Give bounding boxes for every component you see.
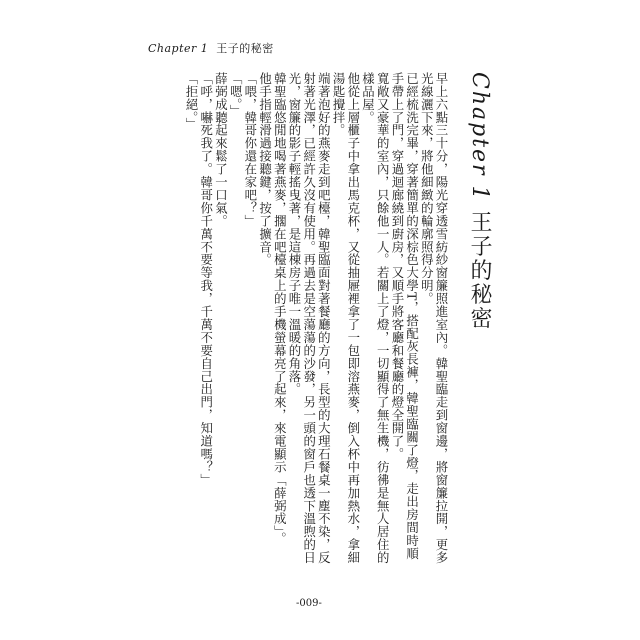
paragraph: 他從上層櫃子中拿出馬克杯，又從抽屜裡拿了一包即溶燕麥，倒入杯中再加熱水，拿細湯匙攪拌。 (331, 72, 361, 565)
chapter-name: 王子的秘密 (467, 210, 492, 331)
paragraph: 端著泡好的燕麥走到吧檯，韓聖臨面對著餐廳的方向，長型的大理石餐桌一塵不染，反射著光澤，已經許久沒有使用。再過去是空蕩蕩的沙發，另一頭的窗戶也透下溫煦的日光，窗簾的影子輕搖曳著，是這棟房子唯一溫暖的角落。 (286, 72, 332, 565)
body-text (183, 72, 448, 572)
page-number: -009- (296, 598, 322, 609)
chapter-number: Chapter 1 (467, 72, 492, 202)
running-header-chapter-title: 王子的秘密 (216, 42, 274, 55)
paragraph: 他手指輕滑過接聽鍵，按了擴音。 (257, 72, 273, 267)
running-header-chapter-number: Chapter 1 (148, 42, 209, 55)
dialogue-line: 「嗯。」 (228, 72, 244, 118)
paragraph: 韓聖臨悠閒地喝著燕麥，擱在吧檯桌上的手機螢幕亮了起來，來電顯示「薛弼成」。 (272, 72, 288, 545)
chapter-title (464, 72, 495, 331)
dialogue-line: 「拒絕。」 (184, 72, 200, 131)
dialogue-line: 「呼，嚇死我了。韓哥你千萬不要等我，千萬不要自己出門，知道嗎？」 (198, 72, 214, 487)
paragraph: 寬敞又豪華的室內，只餘他一人。若關上了燈，一切顯得了無生機，彷彿是無人居住的樣品屋。 (360, 72, 391, 565)
dialogue-line: 「喂，韓哥你還在家吧？」 (242, 72, 258, 228)
running-header (148, 40, 274, 56)
paragraph: 已經梳洗完畢，穿著簡單的深棕色大學T，搭配灰長褲，韓聖臨關了燈，走出房間時順手帶上了門，穿過迴廊繞到廚房，又順手將客廳和餐廳的燈全開了。 (389, 72, 420, 560)
paragraph: 薛弼成聽起來鬆了一口氣。 (213, 72, 229, 228)
paragraph: 早上六點三十分，陽光穿透雪紡紗窗簾照進室內。韓聖臨走到窗邊，將窗簾拉開，更多光線灑下來，將他細緻的輪廓照得分明。 (419, 72, 449, 565)
